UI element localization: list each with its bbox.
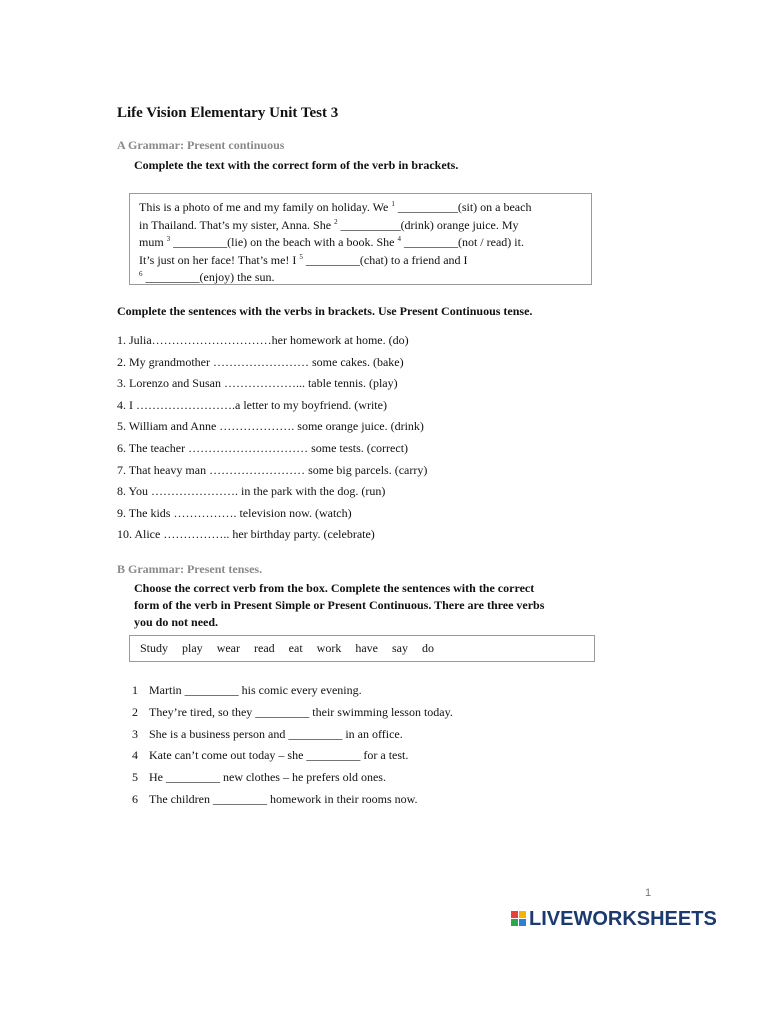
section-b-instruction: Choose the correct verb from the box. Complete the sentences with the correct form of the verb in Present Simple or Present Continuous. There are three verbs you do not need. <box>134 581 545 629</box>
present-tenses-sentences <box>132 680 453 811</box>
word-box-item: eat <box>288 641 303 655</box>
present-continuous-sentences <box>117 330 427 546</box>
list-item: 3 She is a business person and _________ in an office. <box>132 726 403 741</box>
list-item: 5 He _________ new clothes – he prefers old ones. <box>132 770 386 785</box>
logo-grid-icon <box>511 911 527 927</box>
list-item: 6 The children _________ homework in their rooms now. <box>132 791 418 806</box>
word-box-item: Study <box>140 641 169 655</box>
word-box-item: have <box>355 641 378 655</box>
logo-text: LIVEWORKSHEETS <box>529 907 717 930</box>
list-item: 3. Lorenzo and Susan ………………... table tennis. (play) <box>117 376 398 391</box>
list-item: 5. William and Anne ………………. some orange juice. (drink) <box>117 419 424 434</box>
list-item: 1 Martin _________ his comic every evening. <box>132 683 362 697</box>
list-item: 2 They’re tired, so they _________ their swimming lesson today. <box>132 704 453 719</box>
list-item: 2. My grandmother …………………… some cakes. (bake) <box>117 354 404 369</box>
section-b-heading: B Grammar: Present tenses. <box>117 562 263 576</box>
list-item: 1. Julia…………………………her homework at home. (do) <box>117 333 409 347</box>
cloze-line: $^6$ _________(enjoy) the sun. <box>139 270 275 284</box>
cloze-line: This is a photo of me and my family on holiday. We $^1$ __________(sit) on a beach <box>139 200 532 214</box>
cloze-text-box <box>129 193 592 285</box>
list-item: 9. The kids ……………. television now. (watch) <box>117 505 352 520</box>
cloze-line: It’s just on her face! That’s me! I $^5$ _________(chat) to a friend and I <box>139 252 468 267</box>
list-item: 10. Alice …………….. her birthday party. (celebrate) <box>117 527 375 542</box>
list-item: 4 Kate can’t come out today – she _________ for a test. <box>132 748 409 763</box>
section-a-instruction-1: Complete the text with the correct form of the verb in brackets. <box>134 158 459 172</box>
word-box-item: say <box>392 641 408 655</box>
list-item: 6. The teacher ………………………… some tests. (correct) <box>117 440 409 455</box>
list-item: 7. That heavy man …………………… some big parcels. (carry) <box>117 462 428 477</box>
word-box-item: work <box>316 641 342 655</box>
page-number: 1 <box>645 887 652 899</box>
cloze-line: in Thailand. That’s my sister, Anna. She $^2$ __________(drink) orange juice. My <box>139 217 519 232</box>
page-title: Life Vision Elementary Unit Test 3 <box>117 105 339 121</box>
section-a-instruction-2: Complete the sentences with the verbs in brackets. Use Present Continuous tense. <box>117 304 533 318</box>
section-a-heading: A Grammar: Present continuous <box>117 138 285 152</box>
list-item: 4. I …………………….a letter to my boyfriend. (write) <box>117 397 387 412</box>
word-box-item: play <box>182 641 203 655</box>
liveworksheets-logo <box>511 905 717 933</box>
word-box-item: do <box>422 641 434 655</box>
word-box-item: wear <box>216 641 241 655</box>
word-box-item: read <box>254 641 275 655</box>
verb-word-box <box>129 635 595 662</box>
list-item: 8. You …………………. in the park with the dog. (run) <box>117 484 386 499</box>
cloze-line: mum $^3$ _________(lie) on the beach with a book. She $^4$ _________(not / read) it. <box>139 235 524 249</box>
